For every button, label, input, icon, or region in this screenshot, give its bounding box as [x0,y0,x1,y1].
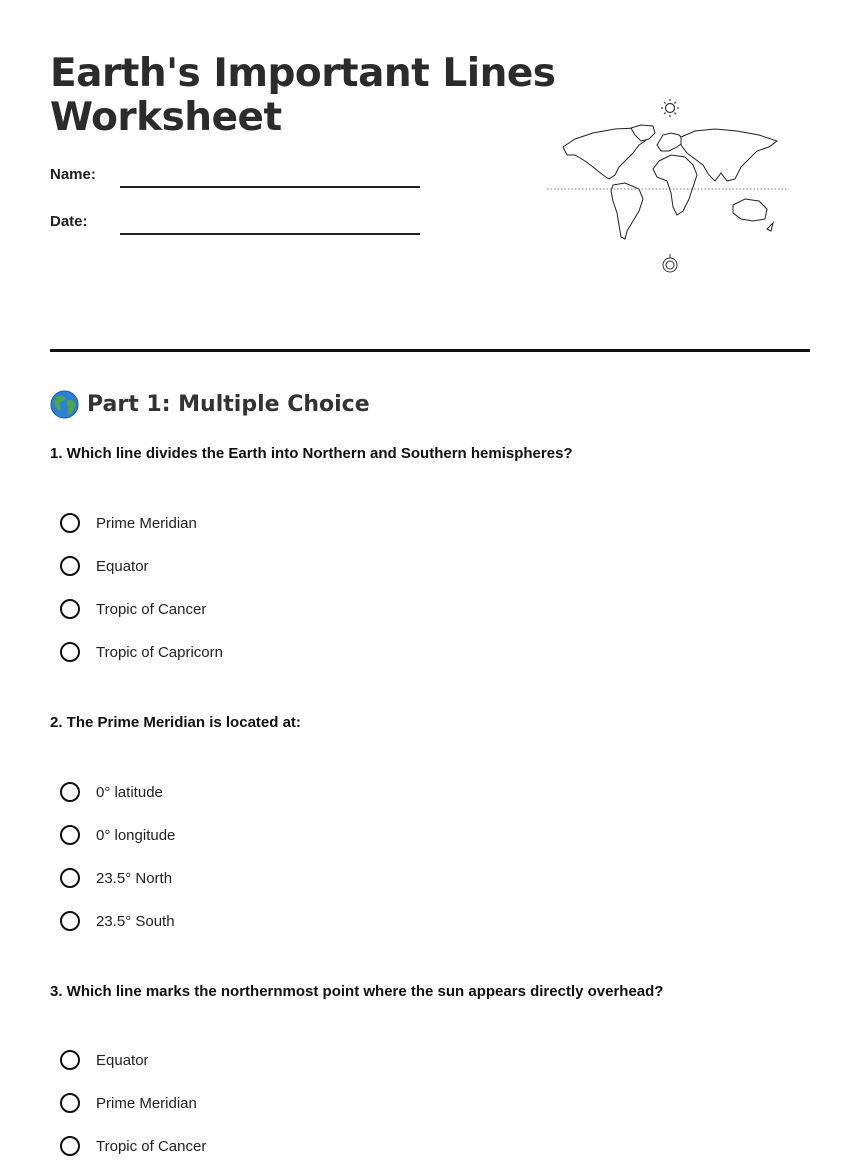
date-label: Date: [50,213,88,230]
question-1: 1. Which line divides the Earth into Northern and Southern hemispheres? [50,445,573,462]
question-3: 3. Which line marks the northernmost point where the sun appears directly overhead? [50,983,664,1000]
worksheet-title [50,52,556,140]
section-divider [50,349,810,352]
south-america-shape [611,183,643,239]
q1-option-a[interactable] [60,510,197,536]
radio-button[interactable] [60,513,80,533]
q2-option-d[interactable] [60,908,175,934]
q3-option-c[interactable] [60,1133,206,1159]
option-label: Equator [96,1051,149,1069]
q3-option-b[interactable] [60,1090,197,1116]
question-2: 2. The Prime Meridian is located at: [50,714,301,731]
title-line-2: Worksheet [50,95,282,140]
q3-option-a[interactable] [60,1047,149,1073]
option-label: Equator [96,557,149,575]
q2-option-b[interactable] [60,822,175,848]
option-label: 0° latitude [96,783,163,801]
radio-button[interactable] [60,1093,80,1113]
part1-heading-text: Part 1: Multiple Choice [87,391,370,417]
q2-option-c[interactable] [60,865,172,891]
sun-icon [661,99,679,117]
q1-option-d[interactable] [60,639,223,665]
date-field[interactable] [50,209,430,239]
title-line-1: Earth's Important Lines [50,51,556,96]
q1-option-c[interactable] [60,596,206,622]
africa-shape [653,155,697,215]
radio-button[interactable] [60,1136,80,1156]
q1-option-b[interactable] [60,553,149,579]
radio-button[interactable] [60,599,80,619]
radio-button[interactable] [60,782,80,802]
date-line[interactable] [120,233,420,235]
radio-button[interactable] [60,911,80,931]
name-line[interactable] [120,186,420,188]
option-label: Tropic of Cancer [96,1137,207,1155]
name-field[interactable] [50,162,430,192]
option-label: 23.5° North [96,869,173,887]
option-label: Prime Meridian [96,1094,197,1112]
radio-button[interactable] [60,1050,80,1070]
australia-shape [733,199,767,221]
world-map-illustration [545,95,795,280]
q2-option-a[interactable] [60,779,163,805]
name-label: Name: [50,166,96,183]
radio-button[interactable] [60,642,80,662]
radio-button[interactable] [60,556,80,576]
option-label: Prime Meridian [96,514,197,532]
new-zealand-shape [767,223,773,231]
globe-icon [50,390,79,419]
option-label: 23.5° South [96,912,175,930]
option-label: 0° longitude [96,826,176,844]
radio-button[interactable] [60,868,80,888]
option-label: Tropic of Cancer [96,600,207,618]
radio-button[interactable] [60,825,80,845]
option-label: Tropic of Capricorn [96,643,223,661]
compass-icon [663,254,677,272]
part1-heading [50,387,370,421]
